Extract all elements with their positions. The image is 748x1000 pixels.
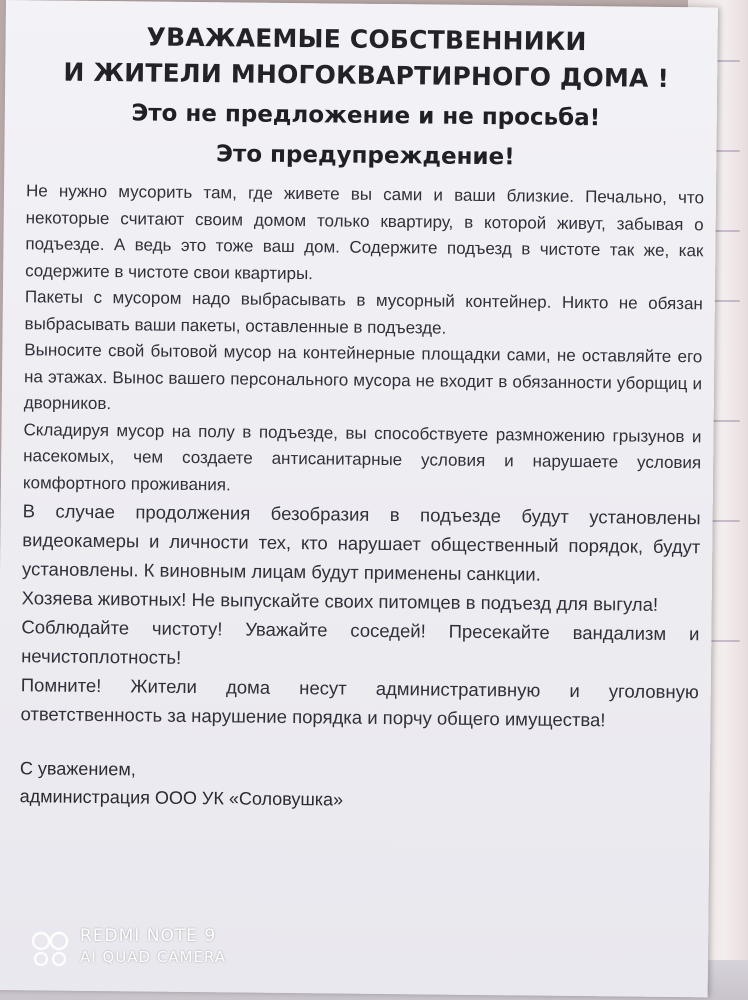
notice-paragraph: В случае продолжения безобразия в подъезде будут установлены видеокамеры и личности тех, кто нарушает общественный порядок, будут установлены. К виновным лицам будут применены санкции. [21,500,701,585]
notice-paragraph: Складируя мусор на полу в подъезде, вы способствуете размножению грызунов и насекомых, чем создаете антисанитарные условия и нарушаете условия комфортного проживания. [22,419,702,494]
signature-greeting: С уважением, [19,758,136,780]
notice-body [20,178,704,735]
notice-paragraph: Пакеты с мусором надо выбрасывать в мусорный контейнер. Никто не обязан выбрасывать ваши пакеты, оставленные в подъезде. [24,287,703,338]
dual-circle-camera-icon [30,928,70,968]
signature-issuer: администрация ООО УК «Соловушка» [19,786,344,810]
notice-subtitle-line2: Это предупреждение! [215,141,515,171]
notice-paragraph: Хозяева животных! Не выпускайте своих питомцев в подъезд для выгула! [21,587,659,615]
watermark-device: REDMI NOTE 9 [80,926,217,946]
notice-title-line2: И ЖИТЕЛИ МНОГОКВАРТИРНОГО ДОМА ! [63,57,670,93]
notice-title-line1: УВАЖАЕМЫЕ СОБСТВЕННИКИ [146,22,587,57]
notice-signature [20,754,699,817]
notice-paragraph: Не нужно мусорить там, где живете вы сами и ваши близкие. Печально, что некоторые считают своим домом только квартиру, в которой живут, забывая о подъезде. А ведь это тоже ваш дом. Содержите подъезд в чистоте так же, как содержите в чистоте свои квартиры. [25,181,705,283]
notice-paragraph: Помните! Жители дома несут административную и уголовную ответственность за нарушение порядка и порчу общего имущества! [20,674,699,731]
notice-paragraph: Выносите свой бытовой мусор на контейнерные площадки сами, не оставляйте его на этажах. Вынос вашего персонального мусора не входит в обязанности уборщиц и дворников. [23,340,703,414]
notice-content [20,18,706,817]
notice-subtitle-line1: Это не предложение и не просьба! [131,100,601,132]
notice-paragraph: Соблюдайте чистоту! Уважайте соседей! Пресекайте вандализм и нечистоплотность! [21,616,700,668]
watermark-camera: AI QUAD CAMERA [80,948,227,966]
